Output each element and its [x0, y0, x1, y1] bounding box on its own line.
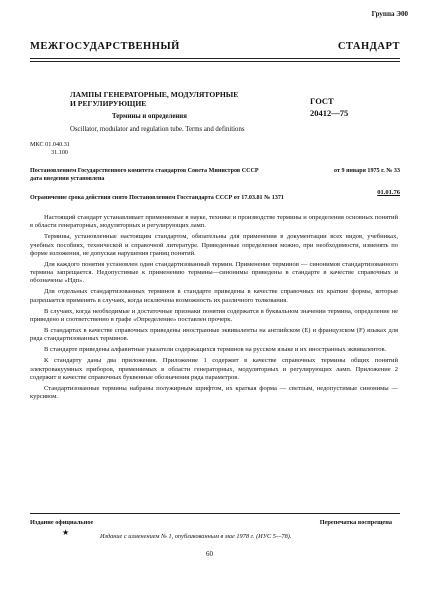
page-number: 60 [206, 550, 213, 558]
body-paragraph: В стандарте приведены алфавитные указатели содержащихся терминов на русском языке и их иностранных эквивалентов. [44, 346, 387, 354]
body-paragraph: Для отдельных стандартизованных терминов в стандарте приведены в качестве справочных их краткие формы, которые разрешается применять в случаях, когда исключена возможность их различного толкования. [30, 288, 398, 304]
standard-banner: МЕЖГОСУДАРСТВЕННЫЙ СТАНДАРТ [30, 41, 400, 52]
body-paragraph: Настоящий стандарт устанавливает применяемые в науке, технике и производстве термины и определения основных понятий в области генераторных, модуляторных и регулирующих ламп. [30, 214, 398, 230]
banner-rule-thick [30, 58, 400, 59]
mks-line-1: МКС 01.040.31 [30, 141, 70, 148]
decree-date: от 9 января 1975 г. № 33 [334, 168, 400, 174]
gost-number: 20412—75 [310, 108, 349, 118]
limit-removed-note: Ограничение срока действия снято Постановлением Госстандарта СССР от 17.03.81 № 1371 [30, 195, 284, 201]
banner-rule-thin [30, 61, 400, 62]
title-line-1: ЛАМПЫ ГЕНЕРАТОРНЫЕ, МОДУЛЯТОРНЫЕ [70, 90, 239, 99]
decree-block [30, 167, 400, 183]
mks-codes [30, 141, 70, 157]
body-paragraph: К стандарту даны два приложения. Приложение 1 содержит в качестве справочных термины общих понятий электровакуумных приборов, применяемых в области генераторных, модуляторных и регулирующих ламп. Приложение 2 содержит в качестве справочных буквенные обозначения ряда параметров. [30, 357, 398, 381]
body-paragraph: В стандартах в качестве справочных приведены иностранные эквиваленты на английском (Е) и французском (F) языках для ряда стандартизованных терминов. [30, 327, 398, 343]
body-paragraph: В случаях, когда необходимые и достаточные признаки понятия содержатся в буквальном значении термина, определение не приведено и соответственно в графе «Определение» поставлен прочерк. [30, 307, 398, 324]
star-mark: ★ [62, 528, 70, 537]
decree-line-2: дата введения установлена [30, 176, 105, 182]
amendment-note: Издание с изменением № 1, опубликованным в мае 1978 г. (ИУС 5—78). [100, 533, 292, 540]
document-subtitle: Термины и определения [112, 113, 187, 120]
document-title [70, 90, 290, 108]
group-code: Группа Э00 [371, 10, 408, 18]
official-edition-label: Издание официальное [30, 519, 94, 526]
gost-designation [310, 95, 348, 119]
footer-rule [30, 513, 400, 514]
title-line-2: И РЕГУЛИРУЮЩИЕ [70, 99, 147, 108]
reprint-prohibited-label: Перепечатка воспрещена [319, 519, 392, 526]
introduction-date: 01.01.76 [377, 189, 400, 196]
english-title: Oscillator, modulator and regulation tube. Terms and definitions [70, 126, 245, 133]
document-body [30, 214, 398, 404]
body-paragraph: Термины, установленные настоящим стандартом, обязательны для применения в документации всех видов, учебниках, учебных пособиях, технической и справочной литературе. Приведенные определения можно, при необходимости, изменять по форме изложения, не допуская нарушения границ понятий. [30, 233, 398, 257]
body-paragraph: Для каждого понятия установлен один стандартизованный термин. Применение терминов — синонимов стандартизованного термина запрещается. Недопустимые к применению термины—синонимы приведены в стандарте в качестве справочных и обозначены «Ндп». [30, 260, 398, 285]
body-paragraph: Стандартизованные термины набраны полужирным шрифтом, их краткая форма — светлым, недопустимые синонимы — курсивом. [30, 384, 398, 401]
mks-line-2: 31.100 [51, 149, 69, 156]
decree-line-1: Постановлением Государственного комитета стандартов Совета Министров СССР [30, 168, 259, 174]
gost-label: ГОСТ [310, 96, 334, 106]
